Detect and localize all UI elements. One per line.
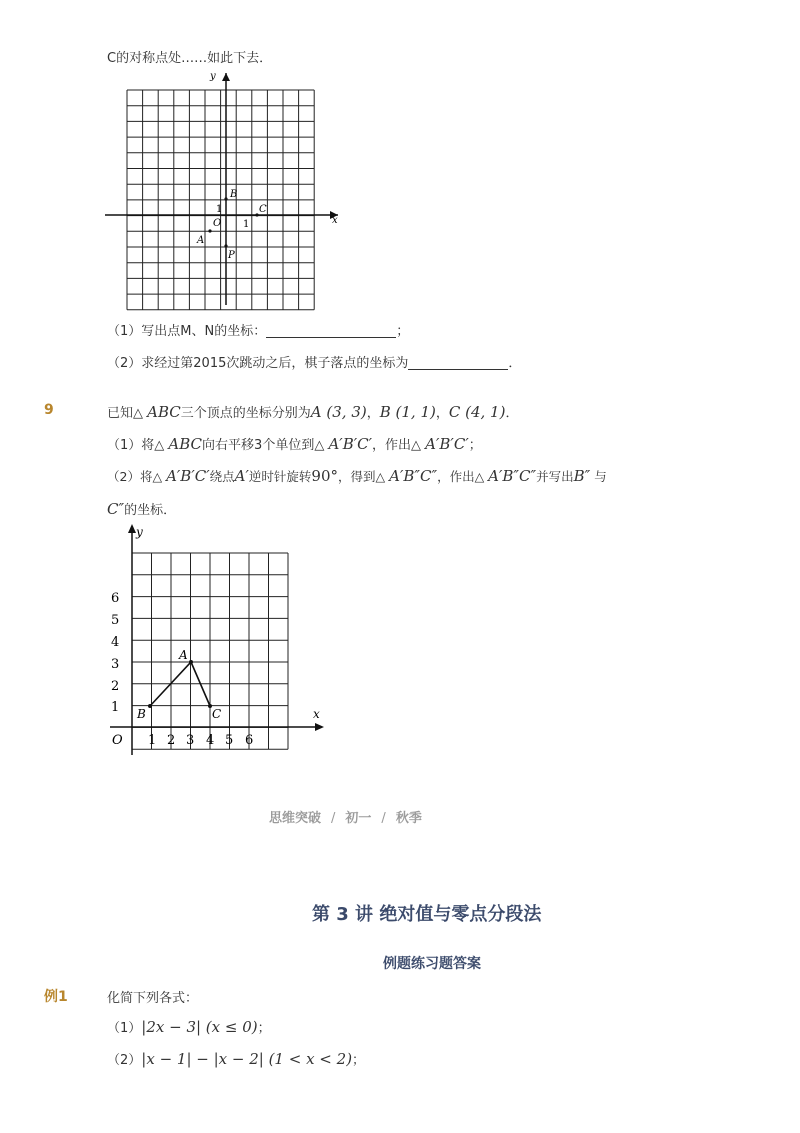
section-title: 例题练习题答案 [383, 956, 481, 972]
q9-p2-line2-pt: C″ [107, 500, 125, 518]
grid2-ytick-2: 2 [111, 679, 120, 694]
q9-point-C: C (4, 1) [448, 403, 506, 421]
prev-question-part2 [107, 352, 521, 371]
q9-p2-mid3: ，得到△ [338, 469, 386, 484]
grid1-point-A [208, 229, 211, 232]
q9-part2-line2 [107, 499, 176, 518]
grid2-xtick-4: 4 [206, 733, 215, 748]
grid2-origin: O [112, 733, 123, 748]
grid-2-lines [132, 553, 288, 749]
q9-p1-abc: ABC [168, 435, 203, 453]
q9-stem-pre: 已知△ [107, 406, 143, 421]
prev-question-part1 [107, 320, 409, 339]
grid2-label-A: A [179, 648, 188, 662]
grid-1-axes [105, 73, 338, 305]
q9-p2-mid2: 逆时针旋转 [248, 469, 312, 484]
example-p2-end: ； [352, 1053, 366, 1068]
grid1-point-C [255, 213, 258, 216]
grid2-ytick-1: 1 [111, 700, 120, 715]
q9-p1-mid: 向右平移3个单位到△ [202, 438, 325, 453]
q9-stem-end: ． [505, 406, 519, 421]
footer-sep-1: / [331, 811, 336, 826]
grid2-x-arrow [315, 723, 324, 731]
coordinate-grid-2 [100, 518, 340, 758]
grid1-y-label: y [210, 71, 216, 82]
q9-p2-tri: A′B′C′ [166, 467, 210, 485]
example-p1-pre: （1） [107, 1021, 142, 1036]
prev-part2-text: （2）求经过第2015次跳动之后，棋子落点的坐标为 [107, 356, 409, 371]
example-p2-pre: （2） [107, 1053, 142, 1068]
grid2-y-arrow [128, 524, 136, 533]
footer-part-a: 思维突破 [269, 811, 322, 826]
page-footer [269, 807, 422, 826]
footer-part-c: 秋季 [395, 811, 422, 826]
grid2-xtick-2: 2 [167, 733, 176, 748]
grid-1-lines [127, 90, 314, 310]
q9-comma2: ， [435, 406, 449, 421]
answer-blank-2[interactable] [408, 355, 508, 370]
q9-p2-mid5: 并写出 [536, 469, 574, 484]
chapter-title: 第 3 讲 绝对值与零点分段法 [312, 904, 542, 925]
prev-part1-text: （1）写出点M、N的坐标： [107, 324, 267, 339]
answer-blank-1[interactable] [266, 323, 396, 338]
grid2-xtick-3: 3 [186, 733, 195, 748]
grid1-label-O: O [213, 218, 222, 229]
grid2-point-B [148, 704, 152, 708]
q9-p2-tri3: A′B″C″ [488, 467, 537, 485]
q9-p1-tri2: A′B′C′ [425, 435, 469, 453]
example-p1-expr: |2x − 3| (x ≤ 0) [141, 1018, 258, 1036]
grid2-xtick-5: 5 [225, 733, 234, 748]
example-p2-expr: |x − 1| − |x − 2| (1 < x < 2) [141, 1050, 353, 1068]
grid2-point-A [189, 660, 193, 664]
q9-comma1: ， [366, 406, 380, 421]
q9-stem-mid: 三个顶点的坐标分别为 [180, 406, 311, 421]
prev-part2-end: ． [508, 356, 522, 371]
grid2-ytick-5: 5 [111, 613, 120, 628]
grid1-label-one-y: 1 [216, 204, 223, 215]
grid2-x-label: x [313, 707, 320, 721]
grid2-y-label: y [136, 525, 143, 539]
q9-p1-mid2: ，作出△ [372, 438, 422, 453]
grid2-label-B: B [137, 707, 146, 721]
grid2-ytick-6: 6 [111, 591, 120, 606]
q9-part2 [107, 467, 607, 485]
q9-p2-tri2: A′B″C″ [389, 467, 438, 485]
grid1-x-label: x [332, 215, 338, 226]
q9-p1-pre: （1）将△ [107, 438, 165, 453]
grid2-label-C: C [212, 707, 222, 721]
q9-stem-abc: ABC [147, 403, 181, 421]
q9-point-B: B (1, 1) [379, 403, 436, 421]
q9-p1-tri: A′B′C′ [328, 435, 373, 453]
q9-p2-end: 与 [594, 469, 607, 484]
q9-p2-line2-end: 的坐标． [124, 503, 177, 518]
grid1-label-B: B [230, 189, 238, 200]
grid2-xtick-6: 6 [245, 733, 254, 748]
grid2-ytick-4: 4 [111, 635, 120, 650]
example-part1 [107, 1017, 271, 1036]
q9-point-A: A (3, 3) [310, 403, 367, 421]
grid1-label-C: C [259, 204, 267, 215]
q9-p2-pre: （2）将△ [107, 469, 163, 484]
question-number-9: 9 [44, 402, 54, 418]
coordinate-grid-1 [100, 65, 350, 317]
footer-sep-2: / [381, 811, 386, 826]
q9-p1-end: ； [468, 438, 482, 453]
q9-p2-mid4: ，作出△ [437, 469, 485, 484]
grid2-ytick-3: 3 [111, 657, 120, 672]
q9-part1 [107, 434, 482, 453]
grid1-point-B [224, 197, 227, 200]
prev-part1-end: ； [396, 324, 410, 339]
q9-p2-pt: A′ [234, 467, 249, 485]
example-part2 [107, 1049, 365, 1068]
y-axis-arrow [222, 73, 230, 81]
grid1-label-A: A [197, 235, 205, 246]
example-label: 例1 [44, 989, 68, 1005]
grid2-xtick-1: 1 [148, 733, 157, 748]
footer-part-b: 初一 [345, 811, 372, 826]
q9-p2-mid: 绕点 [209, 469, 235, 484]
q9-stem [107, 402, 518, 421]
grid1-label-one-x: 1 [243, 219, 250, 230]
q9-p2-angle: 90° [311, 467, 338, 485]
grid1-label-P: P [228, 250, 235, 261]
grid1-point-P [224, 244, 227, 247]
example-stem: 化简下列各式： [107, 991, 199, 1006]
example-p1-end: ； [257, 1021, 271, 1036]
intro-line: C的对称点处……如此下去． [107, 51, 273, 66]
q9-p2-pt2: B″ [573, 467, 591, 485]
